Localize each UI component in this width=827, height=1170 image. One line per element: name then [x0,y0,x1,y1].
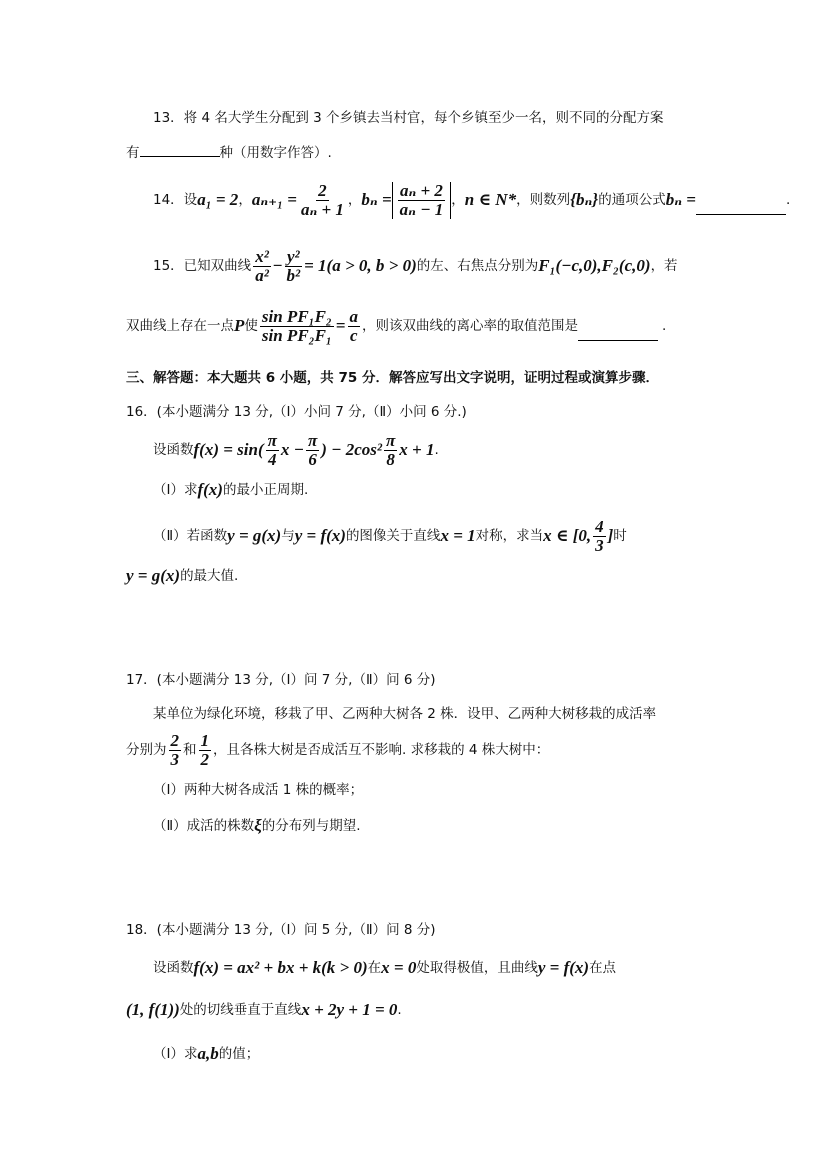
q14-a1: a₁ = 2 [197,190,239,209]
q15-x-frac: $\frac{\text{x²}}{\text{a²}}$ [255,246,269,285]
q17-part1: （Ⅰ）两种大树各成活 1 株的概率； [153,782,364,798]
q15-P: P [234,316,245,335]
q14-bn-end: bₙ = [665,190,696,209]
q13-post: 种（用数字作答）. [219,145,332,161]
q14-line: 14．设 a₁ = 2 ， aₙ₊₁ = $\frac{2}{\text{aₙ + 1}}$ ， bₙ = $\frac{\text{aₙ + 2}}{\text{aₙ − 1}}$ ， n ∈ N* ，则数列 {bₙ} 的通项公式 bₙ = . [153,180,791,219]
q15-foci: F₁(−c,0),F₂(c,0) [538,256,651,275]
q15-line2-post: ，则该双曲线的离心率的取值范围是 [362,318,579,334]
q14-bn-lhs: bₙ = [361,190,392,209]
q17-part2: （Ⅱ）成活的株数 ξ 的分布列与期望. [153,816,361,835]
section3-heading: 三、解答题：本大题共 6 小题，共 75 分．解答应写出文字说明，证明过程或演算步骤． [126,370,659,386]
q15-y-frac: $\frac{\text{y²}}{\text{b²}}$ [286,246,301,285]
q13-answer-blank[interactable] [140,142,220,157]
q13-line1: 13．将 4 名大学生分配到 3 个乡镇去当村官，每个乡镇至少一名，则不同的分配方案 [153,110,664,126]
q14-an1-lhs: aₙ₊₁ = [251,190,297,209]
q13-line2 [126,142,332,163]
q17-header: 17．(本小题满分 13 分,（Ⅰ）问 7 分,（Ⅱ）问 6 分) [126,672,436,688]
q16-part1: （Ⅰ）求 f(x) 的最小正周期. [153,480,309,499]
q18-header: 18．(本小题满分 13 分,（Ⅰ）问 5 分,（Ⅱ）问 8 分) [126,922,436,938]
q14-text-post: 的通项公式 [598,192,666,208]
q15-eq-tail: = 1(a > 0, b > 0) [304,256,417,275]
q14-bn-abs: $\frac{\text{aₙ + 2}}{\text{aₙ − 1}}$ [392,182,452,219]
q15-text-end: ，若 [650,258,678,274]
q14-prefix: 14．设 [153,192,198,208]
q18-line2: (1, f(1)) 处的切线垂直于直线 x + 2y + 1 = 0 . [126,1000,402,1019]
q15-line2: 双曲线上存在一点 P 使 $\frac{\text{sin PF₁F₂}}{\text{sin PF₂F₁}}$ = $\frac{a}{c}$ ，则该双曲线的离心率的取值范围是 . [126,306,667,345]
q15-line2-pre: 双曲线上存在一点 [126,318,234,334]
q14-n-in-N: n ∈ N* [464,190,517,209]
q15-use: 使 [244,318,258,334]
q15-line1: 15．已知双曲线 $\frac{\text{x²}}{\text{a²}}$ − $\frac{\text{y²}}{\text{b²}}$ = 1(a > 0, b > 0) 的左、右焦点分别为 F₁(−c,0),F₂(c,0) ，若 [153,246,678,285]
q17-line2: 分别为 $\frac{2}{3}$ 和 $\frac{1}{2}$ ，且各株大树是否成活互不影响. 求移栽的 4 株大树中： [126,730,550,769]
q18-line1: 设函数 f(x) = ax² + bx + k(k > 0) 在 x = 0 处取得极值，且曲线 y = f(x) 在点 [153,958,617,977]
q14-an1-frac: $\frac{2}{\text{aₙ + 1}}$ [300,180,344,219]
q13-pre: 有 [126,145,140,161]
q14-text-mid: ，则数列 [516,192,571,208]
q15-sin-frac: $\frac{\text{sin PF₁F₂}}{\text{sin PF₂F₁}}$ [261,306,332,345]
q15-prefix: 15．已知双曲线 [153,258,252,274]
q14-answer-blank[interactable] [696,200,786,215]
q17-line1: 某单位为绿化环境，移栽了甲、乙两种大树各 2 株．设甲、乙两种大树移栽的成活率 [153,706,657,722]
q18-part1: （Ⅰ）求 a,b 的值； [153,1044,260,1063]
q16-part2: （Ⅱ）若函数 y = g(x) 与 y = f(x) 的图像关于直线 x = 1 对称，求当 x ∈ [0, $\frac{4}{3}$ ] 时 [153,516,627,555]
q16-header: 16．(本小题满分 13 分,（Ⅰ）小问 7 分,（Ⅱ）小问 6 分.) [126,404,467,420]
q16-part2-line2: y = g(x) 的最大值. [126,566,239,585]
q15-answer-blank[interactable] [578,326,658,341]
q16-function: 设函数 f(x) = sin( $\frac{\pi}{4}$ x − $\frac{\pi}{6}$ ) − 2cos² $\frac{\pi}{8}$ x + 1 . [153,430,439,469]
q15-a-over-c: $\frac{a}{c}$ [349,306,359,345]
q15-text-mid: 的左、右焦点分别为 [416,258,539,274]
q14-seq: {bₙ} [570,190,599,209]
